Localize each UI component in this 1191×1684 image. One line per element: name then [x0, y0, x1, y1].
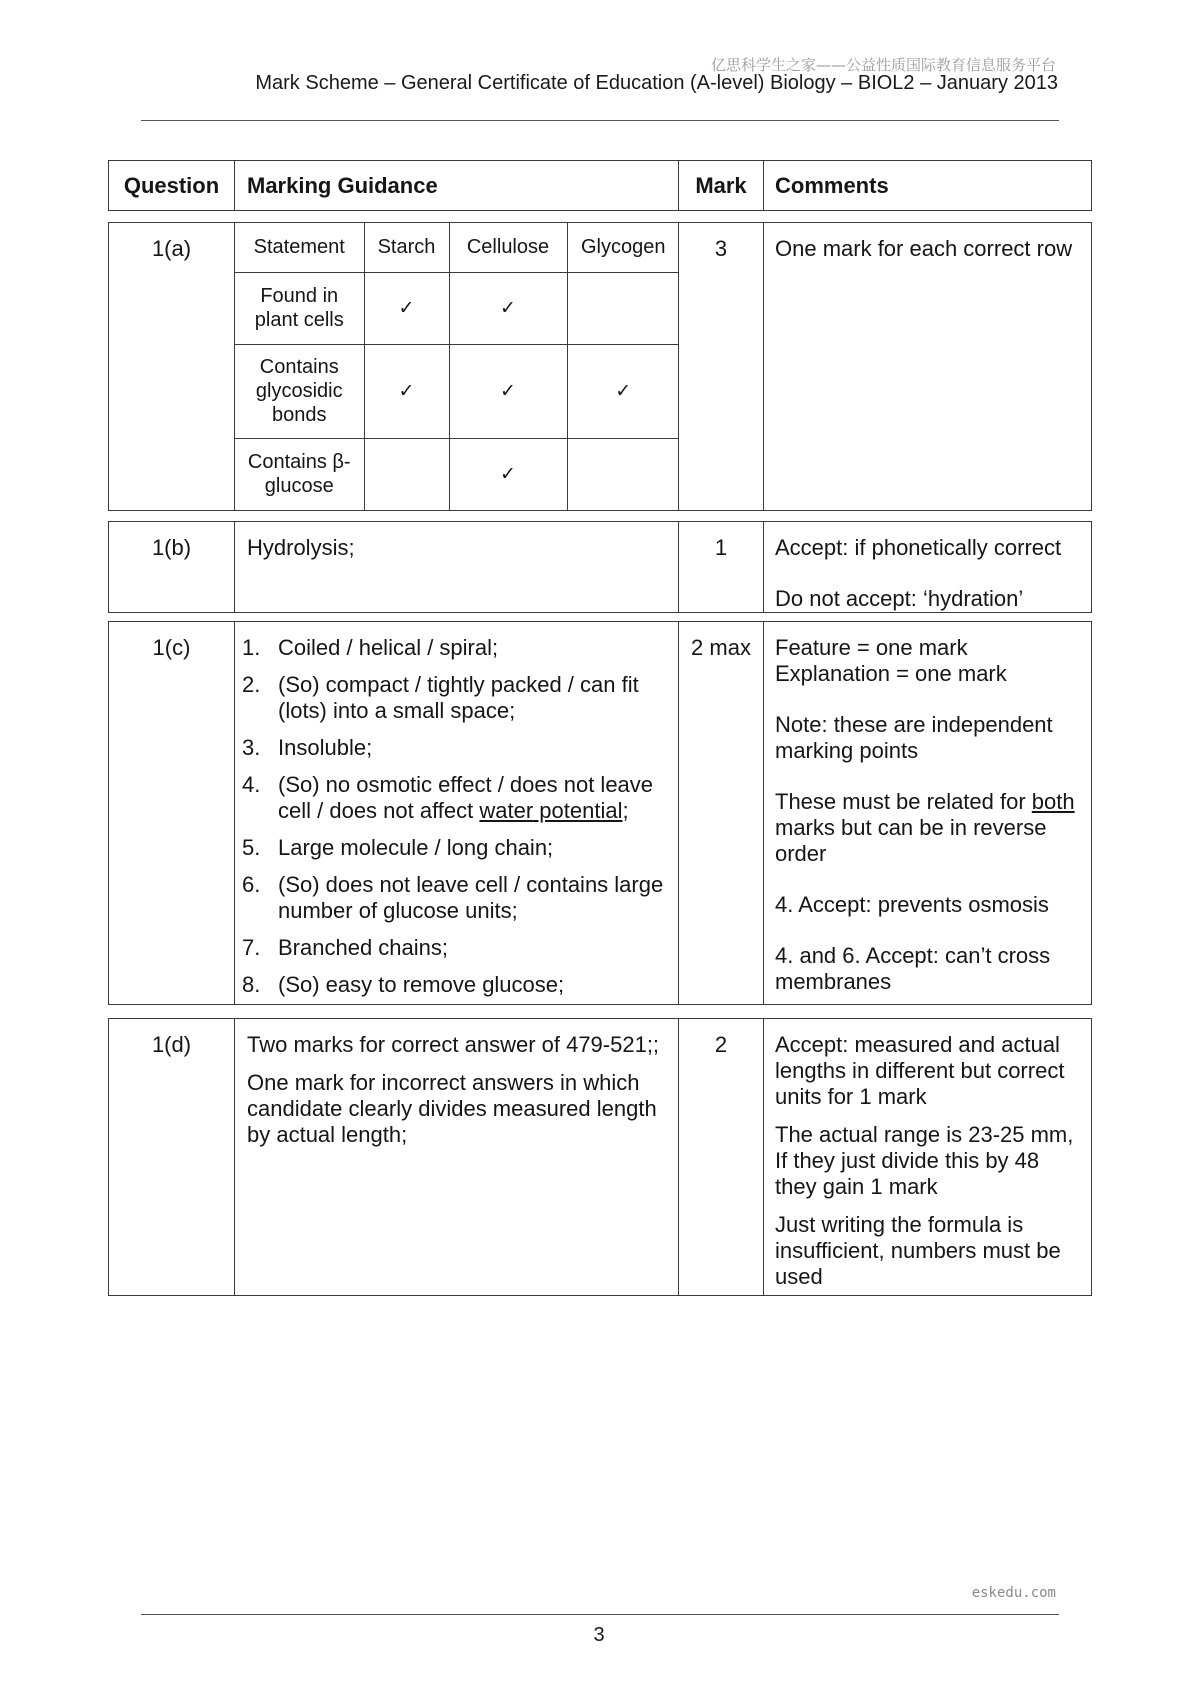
list-item-number: 8.: [242, 972, 261, 997]
comment-text: Just writing the formula is insufficient, numbers must be used: [775, 1212, 1061, 1289]
list-item-number: 5.: [242, 835, 261, 860]
list-item-text: (So) easy to remove glucose;: [278, 972, 565, 997]
comment-text: [775, 789, 1079, 867]
list-item: [235, 672, 670, 724]
comment-text: 4. and 6. Accept: can’t cross membranes: [775, 943, 1051, 994]
comparison-header-row: [235, 223, 679, 272]
list-item-underlined-text: water potential: [479, 798, 623, 823]
comment-text: Explanation = one mark: [775, 661, 1007, 686]
list-item-text: Branched chains;: [278, 935, 448, 960]
statement-cell: Contains β-glucose: [235, 438, 364, 510]
list-item-number: 1.: [242, 635, 261, 660]
column-header-marking-guidance: Marking Guidance: [235, 161, 679, 211]
comparison-row: [235, 438, 679, 510]
list-item-text: Large molecule / long chain;: [278, 835, 554, 860]
header-statement: Statement: [235, 223, 364, 272]
comment-text-start: These must be related for: [775, 789, 1032, 814]
comment-text: One mark for each correct row: [775, 236, 1073, 261]
list-item-number: 7.: [242, 935, 261, 960]
mark-value: 1: [679, 522, 764, 613]
mark-value: 2 max: [679, 622, 764, 1005]
list-item-text: (So) does not leave cell / contains large number of glucose units;: [278, 872, 664, 923]
comparison-row: [235, 344, 679, 438]
statement-cell: Contains glycosidic bonds: [235, 344, 364, 438]
column-header-question: Question: [109, 161, 235, 211]
glycogen-tick: [567, 272, 679, 344]
header-rule: [141, 120, 1059, 121]
comments-cell: [764, 1019, 1092, 1296]
top-watermark: 亿思科学生之家——公益性质国际教育信息服务平台: [710, 56, 1056, 74]
guidance-text: Hydrolysis;: [247, 535, 355, 560]
starch-tick: [364, 438, 449, 510]
list-item: [235, 835, 670, 861]
list-item-text: Coiled / helical / spiral;: [278, 635, 499, 660]
comment-text: Feature = one mark: [775, 635, 968, 660]
footer-rule: [141, 1614, 1059, 1615]
glycogen-tick: ✓: [567, 344, 679, 438]
comment-text-end: marks but can be in reverse order: [775, 815, 1047, 866]
comments-cell: [764, 622, 1092, 1005]
question-number: 1(a): [109, 223, 235, 511]
starch-tick: ✓: [364, 344, 449, 438]
glycogen-tick: [567, 438, 679, 510]
list-item: [235, 935, 670, 961]
page-number: 3: [593, 1624, 605, 1646]
list-item: [235, 635, 670, 661]
list-item-number: 3.: [242, 735, 261, 760]
comments-cell: [764, 223, 1092, 511]
list-item-number: 6.: [242, 872, 261, 897]
column-header-mark: Mark: [679, 161, 764, 211]
comment-text: Accept: if phonetically correct: [775, 535, 1062, 560]
question-number: 1(b): [109, 522, 235, 613]
question-row-1c: [108, 621, 1091, 1005]
question-number: 1(d): [109, 1019, 235, 1296]
list-item-number: 2.: [242, 672, 261, 697]
column-header-comments: Comments: [764, 161, 1092, 211]
statement-cell: Found in plant cells: [235, 272, 364, 344]
list-item: [235, 735, 670, 761]
comment-text: Do not accept: ‘hydration’: [775, 586, 1024, 611]
cellulose-tick: ✓: [449, 438, 567, 510]
mark-value: 2: [679, 1019, 764, 1296]
marking-guidance-cell: [235, 1019, 679, 1296]
polysaccharide-comparison-table: [235, 223, 679, 510]
cellulose-tick: ✓: [449, 344, 567, 438]
comment-text: Note: these are independent marking points: [775, 712, 1053, 763]
marking-guidance-cell: [235, 223, 679, 511]
cellulose-tick: ✓: [449, 272, 567, 344]
question-row-1d: [108, 1018, 1091, 1296]
comments-cell: [764, 522, 1092, 613]
header-cellulose: Cellulose: [449, 223, 567, 272]
question-row-1b: [108, 521, 1091, 613]
list-item: [235, 772, 670, 824]
mark-scheme-table-header: [108, 160, 1091, 211]
comment-text: 4. Accept: prevents osmosis: [775, 892, 1049, 917]
bottom-watermark: eskedu.com: [971, 1585, 1056, 1601]
mark-value: 3: [679, 223, 764, 511]
list-item-text: (So) no osmotic effect / does not leave cell / does not affect: [278, 772, 654, 823]
comparison-row: [235, 272, 679, 344]
header-starch: Starch: [364, 223, 449, 272]
guidance-text: One mark for incorrect answers in which candidate clearly divides measured length by actual length;: [247, 1070, 657, 1147]
list-item-text-end: ;: [622, 798, 629, 823]
list-item-number: 4.: [242, 772, 261, 797]
question-row-1a: [108, 222, 1091, 511]
guidance-text: Two marks for correct answer of 479-521;;: [247, 1032, 660, 1057]
list-item: [235, 872, 670, 924]
marking-guidance-cell: [235, 522, 679, 613]
list-item-text: Insoluble;: [278, 735, 373, 760]
header-glycogen: Glycogen: [567, 223, 679, 272]
question-number: 1(c): [109, 622, 235, 1005]
starch-tick: ✓: [364, 272, 449, 344]
list-item: [235, 972, 670, 998]
comment-text: Accept: measured and actual lengths in different but correct units for 1 mark: [775, 1032, 1065, 1109]
document-header-title: Mark Scheme – General Certificate of Education (A-level) Biology – BIOL2 – January 2013: [255, 72, 1058, 94]
marking-guidance-cell: [235, 622, 679, 1005]
list-item-text: (So) compact / tightly packed / can fit (lots) into a small space;: [278, 672, 639, 723]
comment-text: The actual range is 23-25 mm, If they just divide this by 48 they gain 1 mark: [775, 1122, 1074, 1199]
comment-underlined-text: both: [1031, 789, 1075, 814]
